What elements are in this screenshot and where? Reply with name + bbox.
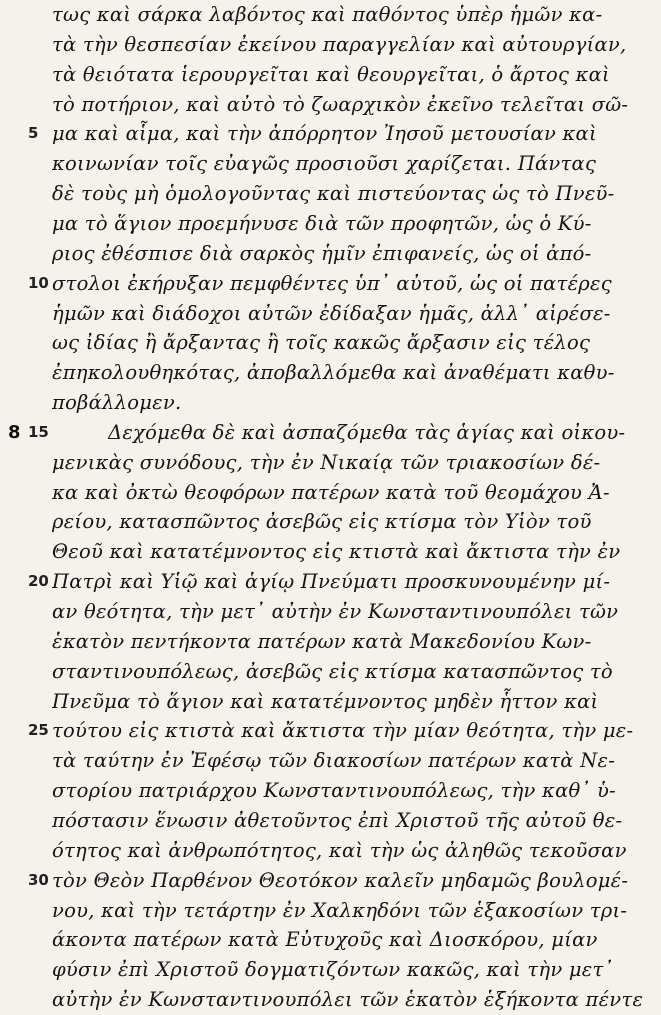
line-text: Θεοῦ καὶ κατατέμνοντος εἰς κτιστὰ καὶ ἄκτιστα τὴν ἐν [52, 540, 621, 564]
line-text: ἐπηκολουθηκότας, ἀποβαλλόμεθα καὶ ἀναθέματι καθυ- [52, 361, 615, 385]
text-line [0, 806, 661, 836]
text-line [0, 269, 661, 299]
line-text: Πνεῦμα τὸ ἅγιον καὶ κατατέμνοντος μηδὲν ἧττον καὶ [52, 689, 599, 713]
text-line [0, 90, 661, 120]
text-line [0, 955, 661, 985]
line-text: ποβάλλομεν. [52, 391, 182, 415]
text-line [0, 239, 661, 269]
text-line [0, 328, 661, 358]
text-line [0, 537, 661, 567]
text-line [0, 896, 661, 926]
text-line [0, 60, 661, 90]
line-number: 5 [28, 124, 39, 143]
line-number: 15 [28, 422, 49, 441]
text-line [0, 179, 661, 209]
line-text: τὰ τὴν θεσπεσίαν ἐκείνου παραγγελίαν καὶ αὐτουργίαν, [52, 32, 627, 56]
line-text: ριος ἐθέσπισε διὰ σαρκὸς ἡμῖν ἐπιφανείς, ὡς οἱ ἀπό- [52, 241, 592, 265]
text-line [0, 209, 661, 239]
line-text: σταντινουπόλεως, ἀσεβῶς εἰς κτίσμα κατασπῶντος τὸ [52, 659, 613, 683]
text-line [0, 836, 661, 866]
text-line [0, 448, 661, 478]
line-text: άκοντα πατέρων κατὰ Εὐτυχοῦς καὶ Διοσκόρου, μίαν [52, 928, 598, 952]
line-text: τως καὶ σάρκα λαβόντος καὶ παθόντος ὑπὲρ ἡμῶν κα- [52, 3, 603, 26]
line-text: τὸν Θεὸν Παρθένον Θεοτόκον καλεῖν μηδαμῶς βουλομέ- [52, 868, 629, 892]
text-line [0, 478, 661, 508]
text-line [0, 418, 661, 448]
line-text: φύσιν ἐπὶ Χριστοῦ δογματιζόντων κακῶς, καὶ τὴν μετ᾽ [52, 958, 614, 982]
line-text: τὸ ποτήριον, καὶ αὐτὸ τὸ ζωαρχικὸν ἐκεῖνο τελεῖται σῶ- [52, 92, 629, 116]
text-line [0, 358, 661, 388]
text-line [0, 30, 661, 60]
line-text: μα καὶ αἷμα, καὶ τὴν ἀπόρρητον Ἰησοῦ μετουσίαν καὶ [52, 122, 597, 146]
text-line [0, 746, 661, 776]
line-text: ρείου, κατασπῶντος ἀσεβῶς εἰς κτίσμα τὸν Υἱὸν τοῦ [52, 510, 592, 534]
text-line [0, 0, 661, 30]
text-line [0, 507, 661, 537]
line-text: ἑκατὸν πεντήκοντα πατέρων κατὰ Μακεδονίου Κων- [52, 629, 592, 653]
line-text: ότητος καὶ ἀνθρωπότητος, καὶ τὴν ὡς ἀληθῶς τεκοῦσαν [52, 838, 627, 862]
line-text: στολοι ἐκήρυξαν πεμφθέντες ὑπ᾽ αὐτοῦ, ὡς οἱ πατέρες [52, 271, 612, 295]
line-text: κα καὶ ὀκτὼ θεοφόρων πατέρων κατὰ τοῦ θεομάχου Ἀ- [52, 480, 610, 504]
line-text: τὰ ταύτην ἐν Ἐφέσῳ τῶν διακοσίων πατέρων κατὰ Νε- [52, 749, 616, 773]
text-line [0, 925, 661, 955]
line-text: τούτου εἰς κτιστὰ καὶ ἄκτιστα τὴν μίαν θεότητα, τὴν με- [52, 719, 634, 743]
line-text: δὲ τοὺς μὴ ὁμολογοῦντας καὶ πιστεύοντας ὡς τὸ Πνεῦ- [52, 182, 615, 206]
text-line [0, 716, 661, 746]
line-text: ἡμῶν καὶ διάδοχοι αὐτῶν ἐδίδαξαν ἡμᾶς, ἀλλ᾽ αἱρέσε- [52, 301, 611, 325]
line-text: αὐτὴν ἐν Κωνσταντινουπόλει τῶν ἑκατὸν ἑξήκοντα πέντε [52, 988, 644, 1012]
text-line [0, 627, 661, 657]
line-number: 10 [28, 273, 49, 292]
text-line [0, 299, 661, 329]
line-text: Πατρὶ καὶ Υἱῷ καὶ ἁγίῳ Πνεύματι προσκυνουμένην μί- [52, 570, 611, 594]
line-text: μα τὸ ἅγιον προεμήνυσε διὰ τῶν προφητῶν, ὡς ὁ Κύ- [52, 211, 592, 235]
line-text: ως ἰδίας ἢ ἄρξαντας ἢ τοῖς κακῶς ἄρξασιν εἰς τέλος [52, 331, 591, 355]
line-number: 25 [28, 721, 49, 740]
text-line [0, 985, 661, 1015]
line-text: Δεχόμεθα δὲ καὶ ἀσπαζόμεθα τὰς ἁγίας καὶ οἰκου- [108, 420, 626, 444]
text-line [0, 388, 661, 418]
text-line [0, 776, 661, 806]
text-line [0, 597, 661, 627]
line-text: αν θεότητα, τὴν μετ᾽ αὐτὴν ἐν Κωνσταντινουπόλει τῶν [52, 600, 619, 623]
margin-marker: 8 [8, 421, 21, 443]
line-number: 30 [28, 870, 49, 889]
text-line [0, 149, 661, 179]
line-text: πόστασιν ἕνωσιν ἀθετοῦντος ἐπὶ Χριστοῦ τῆς αὐτοῦ θε- [52, 808, 623, 832]
text-line [0, 687, 661, 717]
line-number: 20 [28, 572, 49, 591]
line-text: κοινωνίαν τοῖς εὐαγῶς προσιοῦσι χαρίζεται. Πάντας [52, 152, 597, 176]
line-text: στορίου πατριάρχου Κωνσταντινουπόλεως, τὴν καθ᾽ ὑ- [52, 779, 616, 803]
text-line [0, 657, 661, 687]
line-text: τὰ θειότατα ἱερουργεῖται καὶ θεουργεῖται, ὁ ἄρτος καὶ [52, 62, 610, 86]
line-text: μενικὰς συνόδους, τὴν ἐν Νικαίᾳ τῶν τριακοσίων δέ- [52, 450, 601, 474]
line-text: νου, καὶ τὴν τετάρτην ἐν Χαλκηδόνι τῶν ἑξακοσίων τρι- [52, 898, 628, 922]
text-line [0, 119, 661, 149]
text-line [0, 866, 661, 896]
text-line [0, 567, 661, 597]
